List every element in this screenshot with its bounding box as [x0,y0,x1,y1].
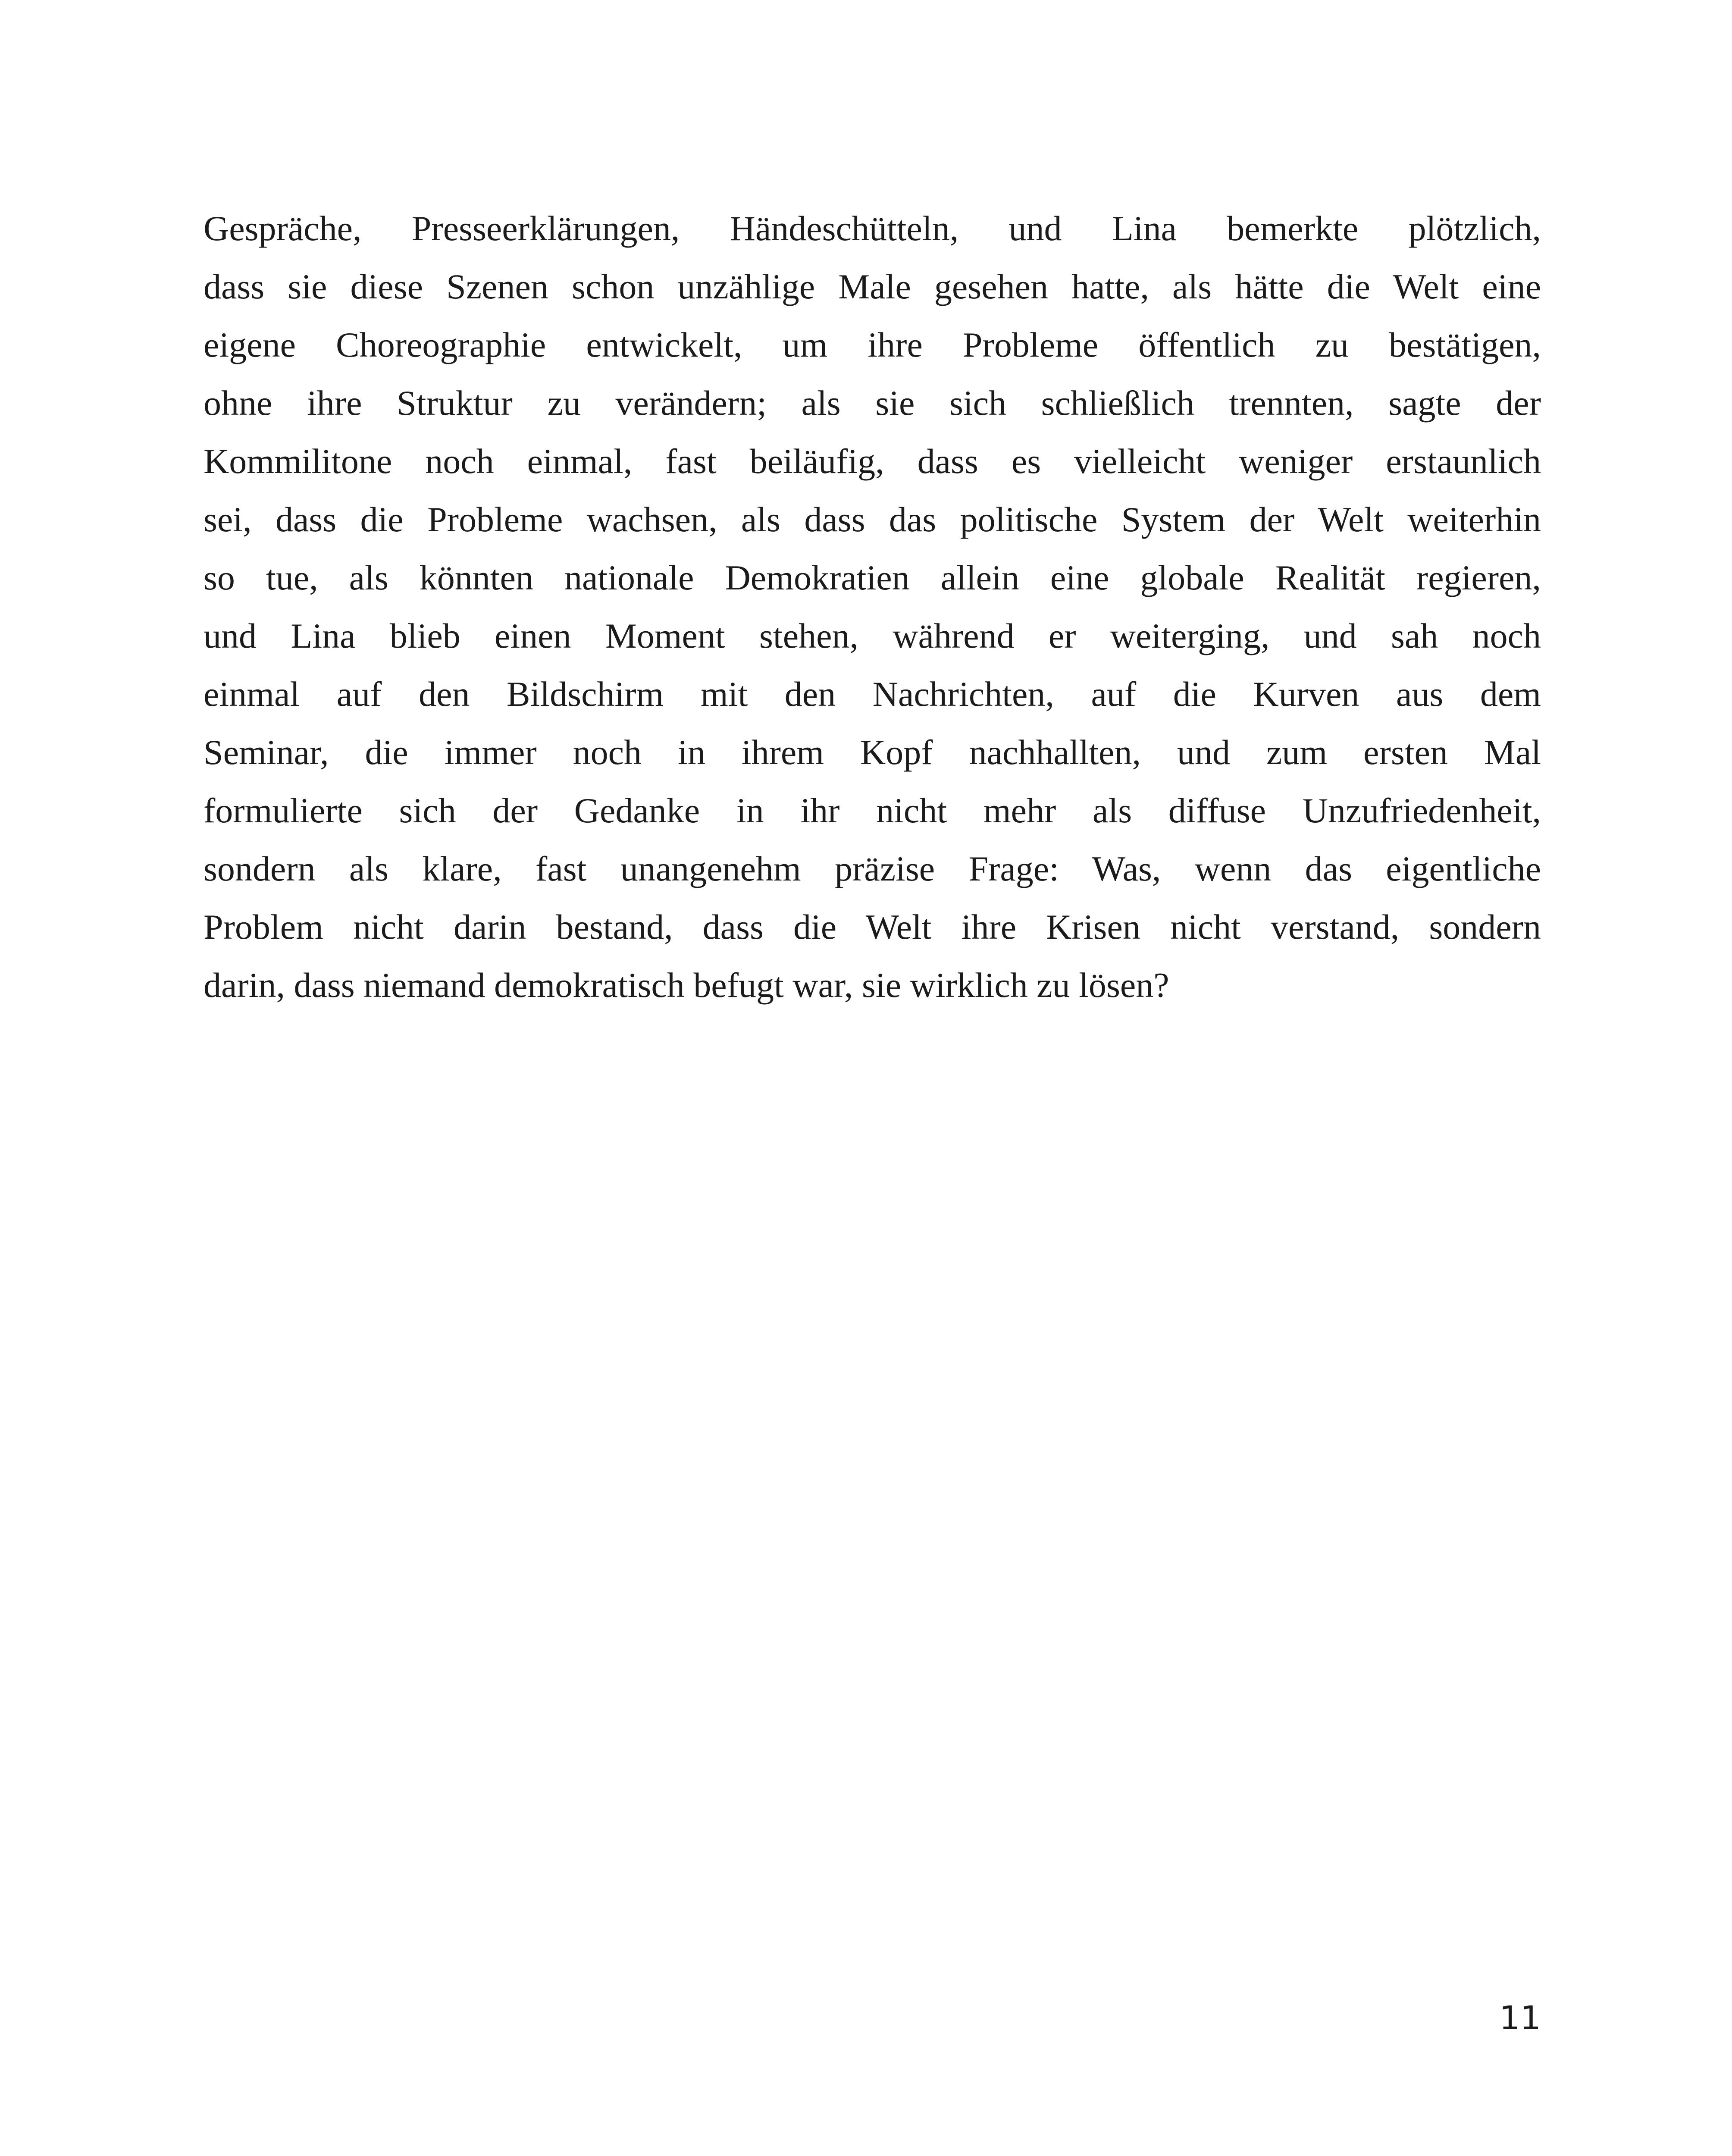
text-line-7: so tue, als könnten nationale Demokratien allein eine globale Realität regieren, [204,558,1541,597]
text-line-6: sei, dass die Probleme wachsen, als dass das politische System der Welt weiterhin [204,500,1541,539]
text-line-14: darin, dass niemand demokratisch befugt war, sie wirklich zu lösen? [204,965,1169,1005]
text-line-1: Gespräche, Presseerklärungen, Händeschütteln, und Lina bemerkte plötzlich, [204,209,1541,248]
page-number: 11 [1499,1999,1541,2037]
text-line-9: einmal auf den Bildschirm mit den Nachrichten, auf die Kurven aus dem [204,674,1541,714]
text-line-11: formulierte sich der Gedanke in ihr nicht mehr als diffuse Unzufriedenheit, [204,791,1541,830]
text-line-2: dass sie diese Szenen schon unzählige Male gesehen hatte, als hätte die Welt eine [204,267,1541,306]
text-line-5: Kommilitone noch einmal, fast beiläufig, dass es vielleicht weniger erstaunlich [204,442,1541,481]
text-line-10: Seminar, die immer noch in ihrem Kopf nachhallten, und zum ersten Mal [204,733,1541,772]
text-line-13: Problem nicht darin bestand, dass die Welt ihre Krisen nicht verstand, sondern [204,907,1541,946]
text-line-12: sondern als klare, fast unangenehm präzise Frage: Was, wenn das eigentliche [204,849,1541,888]
text-line-3: eigene Choreographie entwickelt, um ihre Probleme öffentlich zu bestätigen, [204,325,1541,364]
text-line-8: und Lina blieb einen Moment stehen, während er weiterging, und sah noch [204,616,1541,655]
text-line-4: ohne ihre Struktur zu verändern; als sie sich schließlich trennten, sagte der [204,383,1541,423]
body-paragraph [204,199,1541,1014]
